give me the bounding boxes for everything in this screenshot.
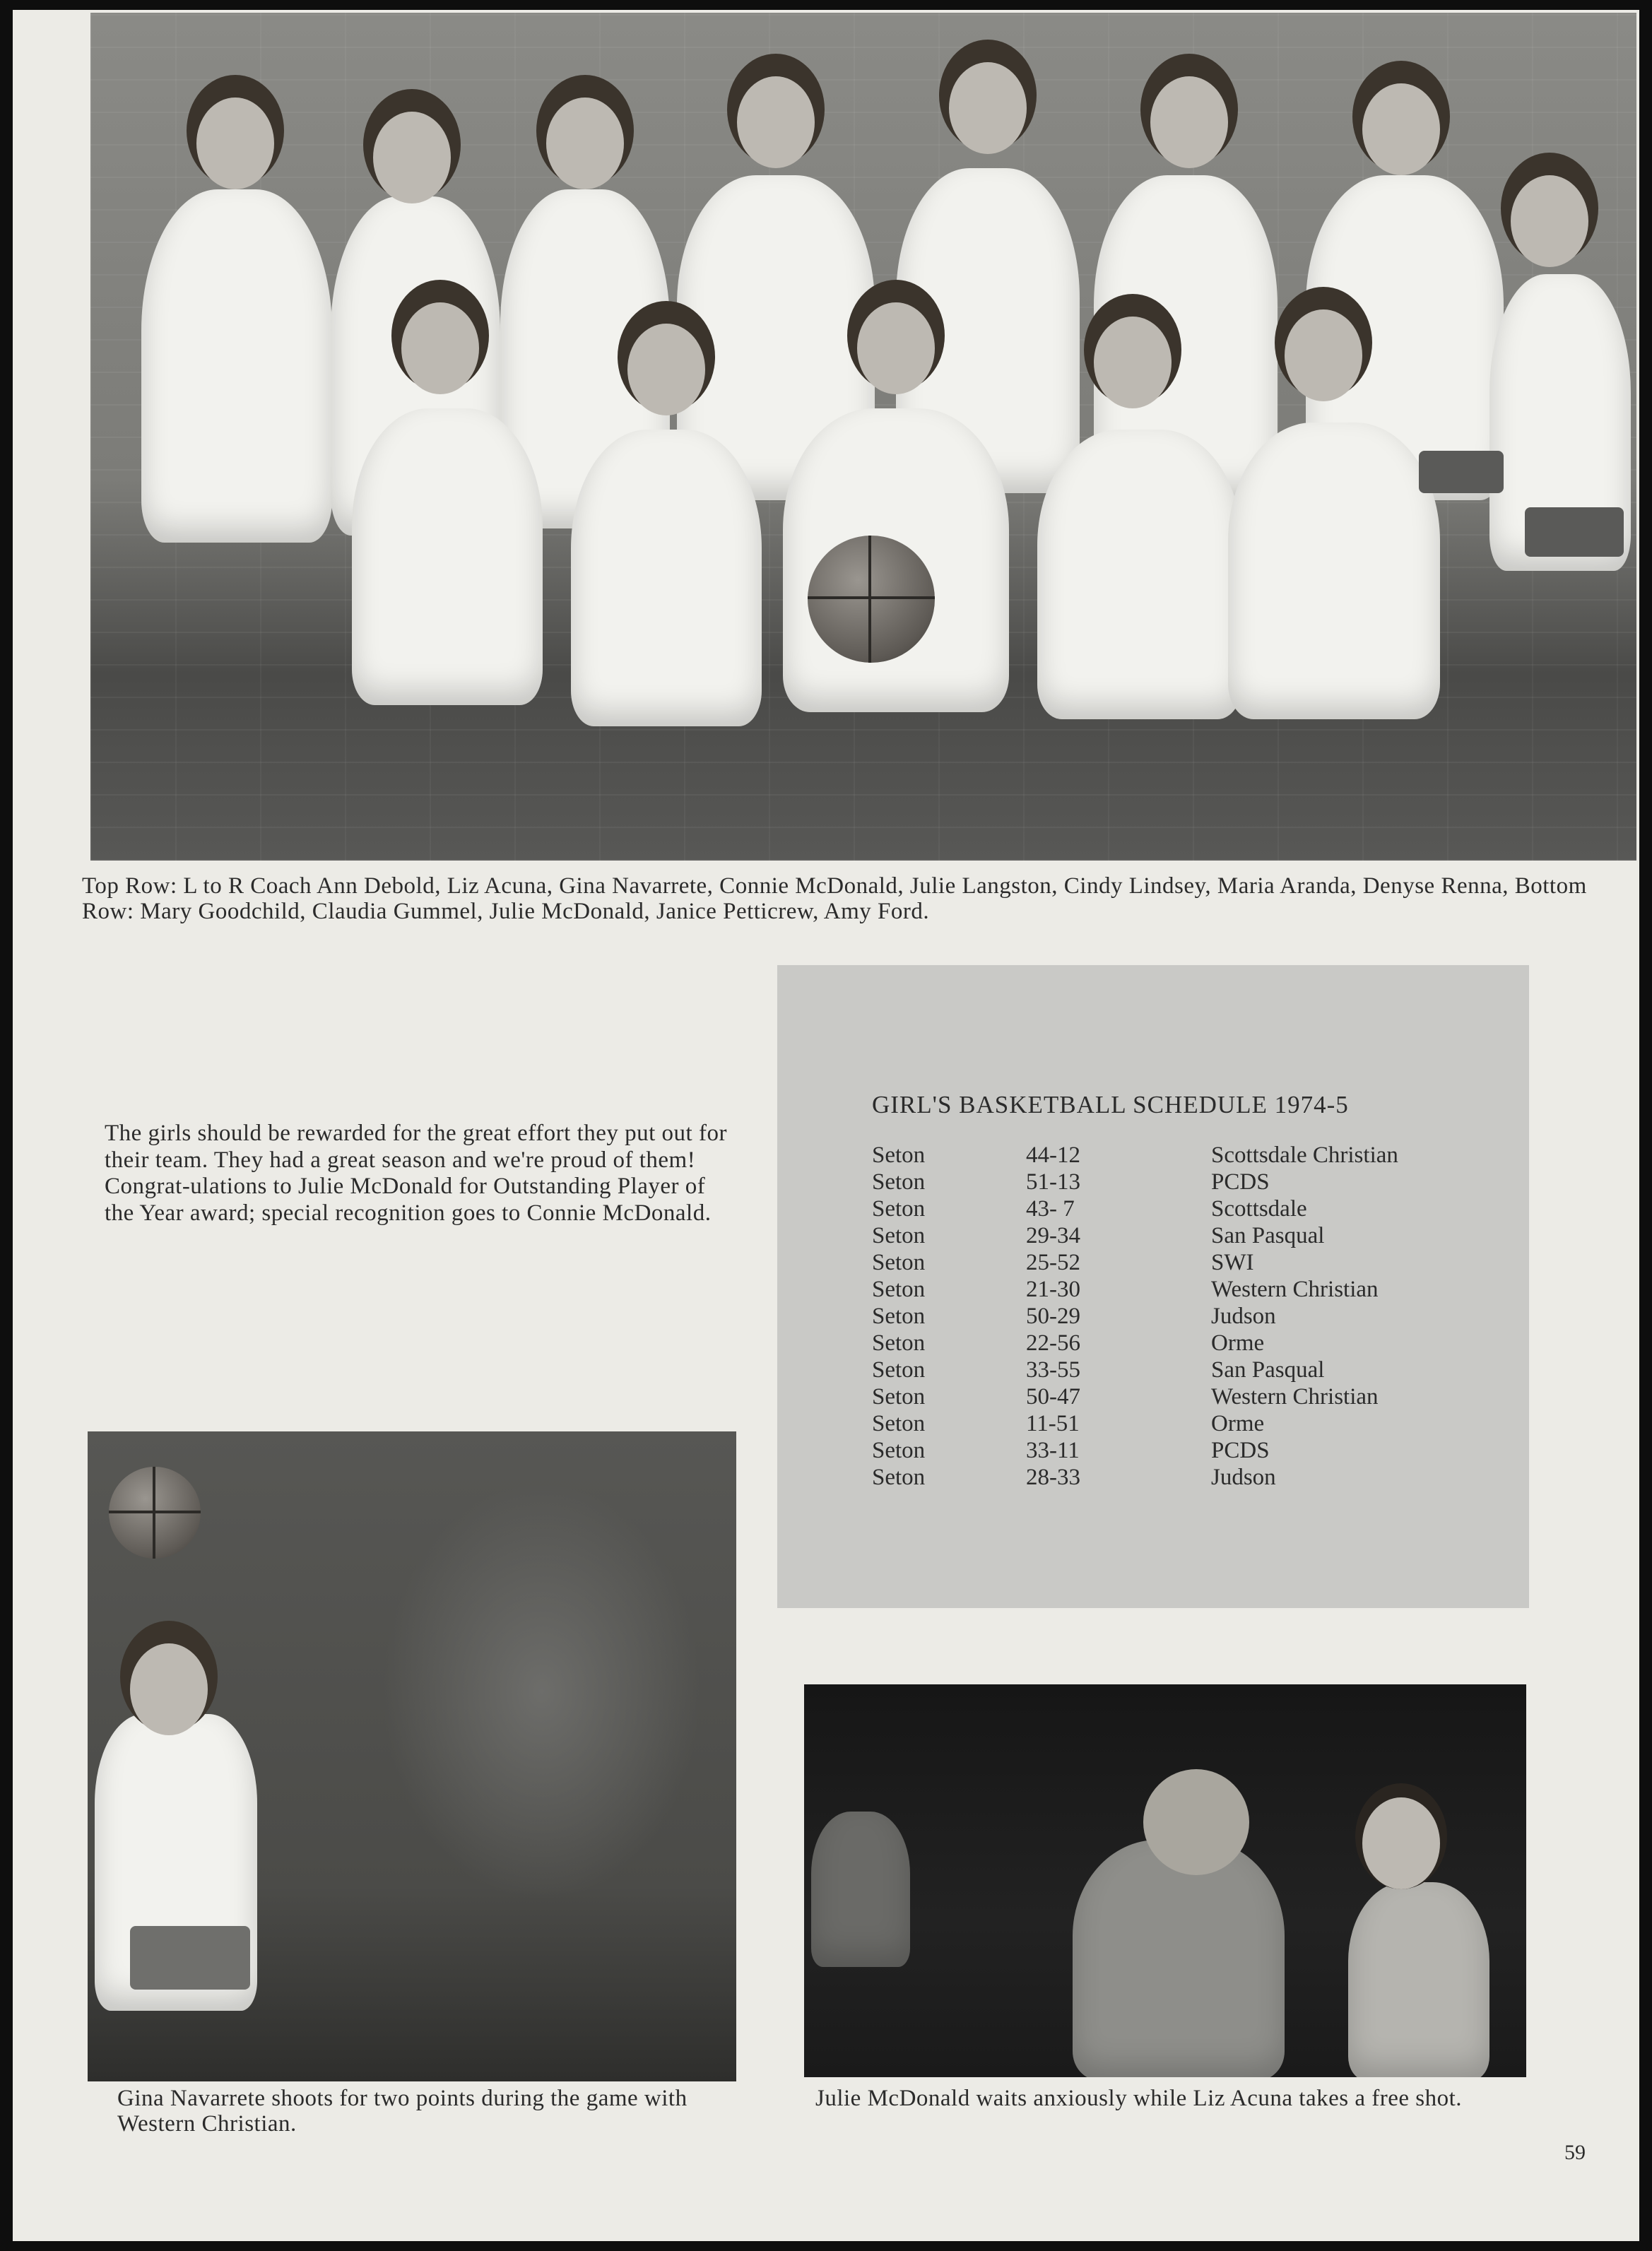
player-head: [196, 98, 274, 189]
opponent-name: PCDS: [1211, 1438, 1270, 1463]
team-name: Seton: [872, 1223, 926, 1248]
game-score: 21-30: [1026, 1277, 1080, 1302]
player-head: [857, 302, 935, 394]
schedule-box: [777, 965, 1529, 1608]
team-name: Seton: [872, 1196, 926, 1222]
team-name: Seton: [872, 1142, 926, 1168]
schedule-row: [872, 1195, 1508, 1222]
game-score: 11-51: [1026, 1411, 1080, 1436]
game-score: 43- 7: [1026, 1196, 1075, 1222]
schedule-row: [872, 1357, 1508, 1383]
opponent-name: San Pasqual: [1211, 1357, 1325, 1383]
page-number: 59: [1564, 2141, 1586, 2164]
player-figure: [1228, 423, 1440, 719]
schedule-row: [872, 1276, 1508, 1303]
team-name: Seton: [872, 1304, 926, 1329]
player-head: [130, 1643, 208, 1735]
schedule-row: [872, 1437, 1508, 1464]
schedule-row: [872, 1142, 1508, 1169]
shorts: [1419, 451, 1504, 493]
team-name: Seton: [872, 1250, 926, 1275]
player-head: [1362, 1797, 1440, 1889]
free-shot-photo: [804, 1684, 1526, 2077]
team-name: Seton: [872, 1357, 926, 1383]
player-figure: [571, 430, 762, 726]
basketball: [808, 536, 935, 663]
team-name: Seton: [872, 1384, 926, 1410]
player-head: [949, 62, 1027, 154]
schedule-row: [872, 1330, 1508, 1357]
player-head: [546, 98, 624, 189]
shorts: [130, 1926, 250, 1990]
game-score: 33-11: [1026, 1438, 1080, 1463]
player-head: [1362, 83, 1440, 175]
player-figure: [1073, 1840, 1285, 2077]
schedule-row: [872, 1222, 1508, 1249]
team-photo-caption: Top Row: L to R Coach Ann Debold, Liz Acuna, Gina Navarrete, Connie McDonald, Julie Langston, Cindy Lindsey, Maria Aranda, Denyse Renna, Bottom Row: Mary Goodchild, Claudia Gummel, Julie McDonald, Janice Petticrew, Amy Ford.: [82, 873, 1587, 924]
opponent-name: Western Christian: [1211, 1277, 1379, 1302]
opponent-name: Judson: [1211, 1465, 1276, 1490]
team-name: Seton: [872, 1330, 926, 1356]
schedule-list: [872, 1142, 1508, 1491]
opponent-name: San Pasqual: [1211, 1223, 1325, 1248]
season-summary-text: The girls should be rewarded for the great effort they put out for their team. They had a great season and we're proud of them! Congrat-ulations to Julie McDonald for Outstanding Player of the Year award; special recognition goes to Connie McDonald.: [105, 1121, 727, 1226]
team-name: Seton: [872, 1438, 926, 1463]
player-head: [1143, 1769, 1249, 1875]
player-figure: [1348, 1882, 1489, 2077]
player-head: [1511, 175, 1588, 267]
shooting-photo-caption: Gina Navarrete shoots for two points during the game with Western Christian.: [117, 2086, 688, 2137]
basketball: [109, 1467, 201, 1559]
opponent-name: Scottsdale Christian: [1211, 1142, 1398, 1168]
player-head: [1094, 317, 1172, 408]
player-figure: [811, 1812, 910, 1967]
game-score: 28-33: [1026, 1465, 1080, 1490]
player-head: [1285, 309, 1362, 401]
game-score: 50-47: [1026, 1384, 1080, 1410]
game-score: 44-12: [1026, 1142, 1080, 1168]
game-score: 51-13: [1026, 1169, 1080, 1195]
player-head: [737, 76, 815, 168]
opponent-name: Western Christian: [1211, 1384, 1379, 1410]
free-shot-photo-caption: Julie McDonald waits anxiously while Liz Acuna takes a free shot.: [815, 2086, 1463, 2111]
opponent-name: Orme: [1211, 1330, 1265, 1356]
game-score: 50-29: [1026, 1304, 1080, 1329]
team-name: Seton: [872, 1169, 926, 1195]
player-figure: [1037, 430, 1242, 719]
opponent-name: Scottsdale: [1211, 1196, 1307, 1222]
team-name: Seton: [872, 1411, 926, 1436]
shooting-photo: [88, 1431, 736, 2081]
game-score: 29-34: [1026, 1223, 1080, 1248]
game-score: 33-55: [1026, 1357, 1080, 1383]
player-figure: [352, 408, 543, 705]
player-figure: [141, 189, 332, 543]
shorts: [1525, 507, 1624, 557]
opponent-name: PCDS: [1211, 1169, 1270, 1195]
yearbook-page: [13, 10, 1639, 2241]
player-head: [373, 112, 451, 203]
schedule-row: [872, 1169, 1508, 1195]
schedule-row: [872, 1249, 1508, 1276]
opponent-name: Orme: [1211, 1411, 1265, 1436]
schedule-row: [872, 1303, 1508, 1330]
schedule-row: [872, 1410, 1508, 1437]
game-score: 25-52: [1026, 1250, 1080, 1275]
team-name: Seton: [872, 1277, 926, 1302]
game-score: 22-56: [1026, 1330, 1080, 1356]
player-head: [401, 302, 479, 394]
player-head: [1150, 76, 1228, 168]
opponent-name: SWI: [1211, 1250, 1254, 1275]
team-name: Seton: [872, 1465, 926, 1490]
schedule-row: [872, 1464, 1508, 1491]
schedule-title: GIRL'S BASKETBALL SCHEDULE 1974-5: [872, 1091, 1349, 1118]
opponent-name: Judson: [1211, 1304, 1276, 1329]
player-head: [627, 324, 705, 415]
team-photo: [90, 13, 1636, 861]
schedule-row: [872, 1383, 1508, 1410]
